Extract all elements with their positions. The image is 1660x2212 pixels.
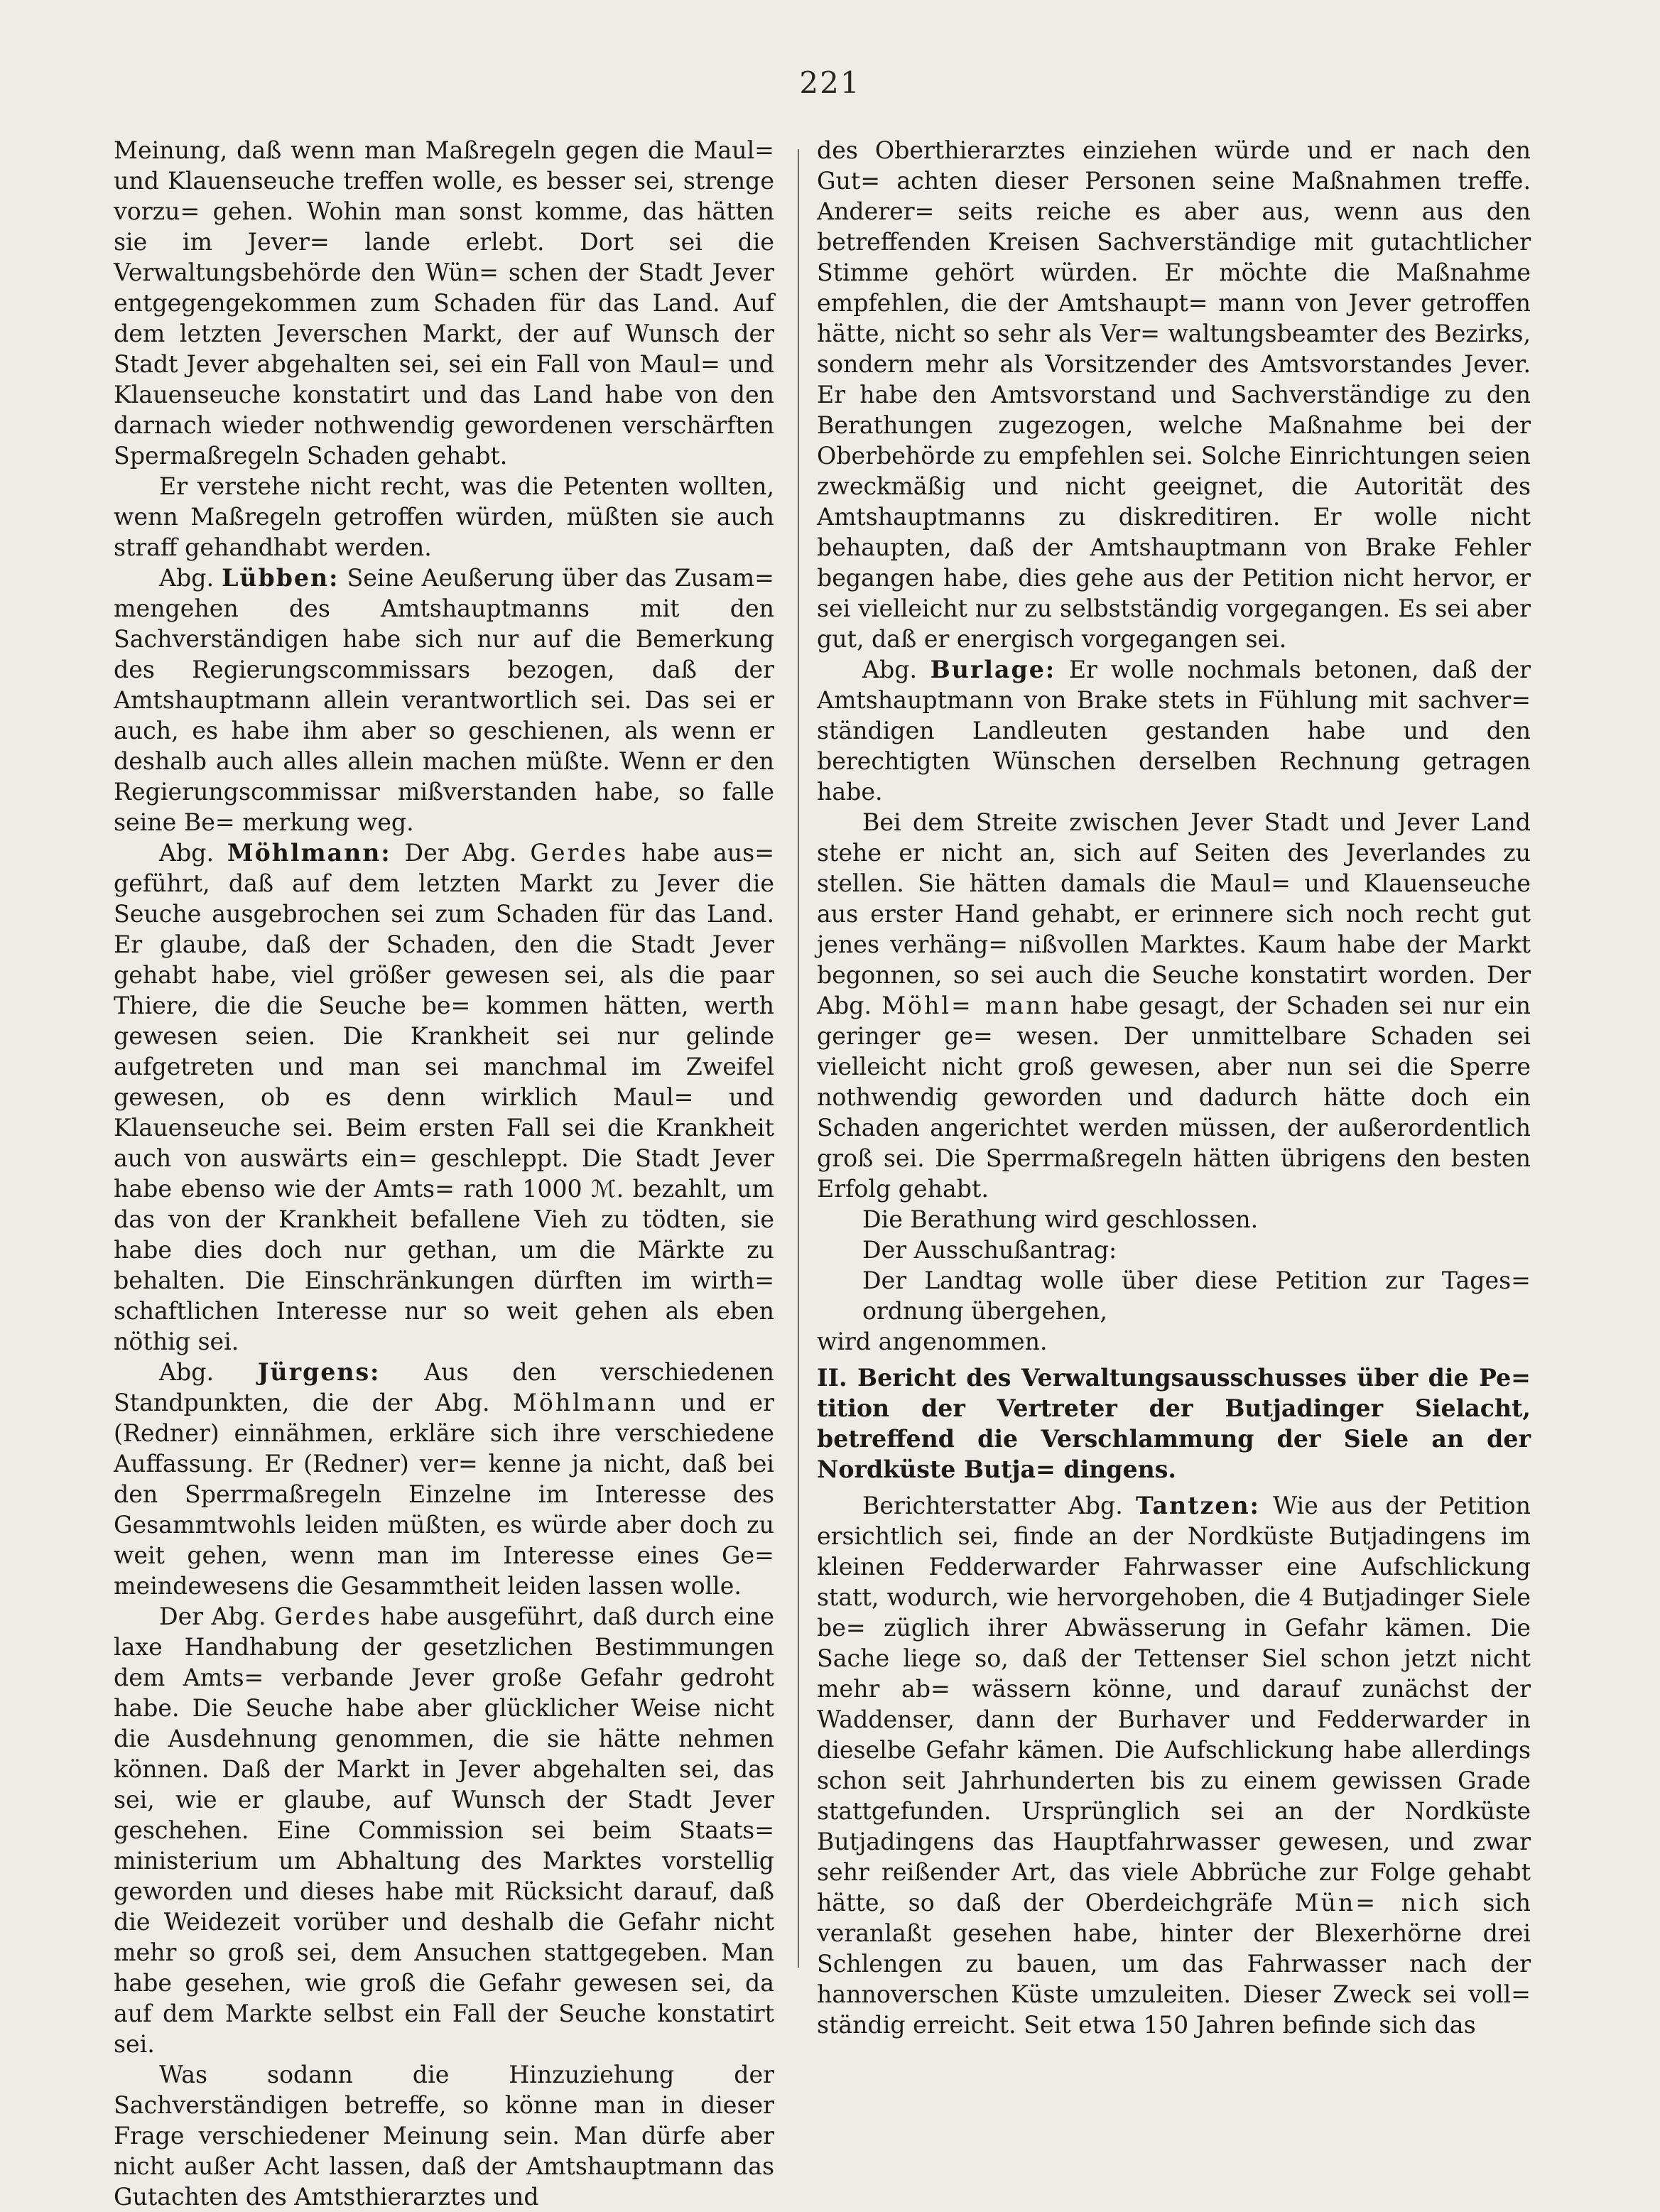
abbr-label: Berichterstatter Abg. xyxy=(862,1492,1123,1519)
speaker-name: Jürgens: xyxy=(257,1358,381,1386)
speaker-name: Möhlmann: xyxy=(227,839,391,867)
speech-text: Er wolle nochmals betonen, daß der Amtshauptmann von Brake stets in Fühlung mit sachver= ständigen Landleuten gestanden habe und den berechtigten Wünschen derselben Rechnung getragen habe. xyxy=(817,656,1531,806)
speech-text: habe gesagt, der Schaden sei nur ein geringer ge= wesen. Der unmittelbare Schaden sei vielleicht nicht groß gewesen, aber nun sei die Sperre nothwendig geworden und dadurch hätte doch ein Schaden angerichtet werden müssen, der außerordentlich groß sei. Die Sperrmaßregeln hätten übrigens den besten Erfolg gehabt. xyxy=(817,992,1531,1203)
paragraph: des Oberthierarztes einziehen würde und er nach den Gut= achten dieser Personen seine Maßnahmen treffe. Anderer= seits reiche es aber aus, wenn aus den betreffenden Kreisen Sachverständige mit gutachtlicher Stimme gehört würden. Er möchte die Maßnahme empfehlen, die der Amtshaupt= mann von Jever getroffen hätte, nicht so sehr als Ver= waltungsbeamter des Bezirks, sondern mehr als Vorsitzender des Amtsvorstandes Jever. Er habe den Amtsvorstand und Sachverständige zu den Berathungen zugezogen, welche Maßnahme bei der Oberbehörde zu empfehlen sei. Solche Einrichtungen seien zweckmäßig und nicht geeignet, die Autorität des Amtshauptmanns zu diskreditiren. Er wolle nicht behaupten, daß der Amtshauptmann von Brake Fehler begangen habe, dies gehe aus der Petition nicht hervor, er sei vielleicht nur zu selbstständig vorgegangen. Es sei aber gut, daß er energisch vorgegangen sei. xyxy=(817,136,1531,653)
paragraph xyxy=(114,837,774,1357)
paragraph: Der Ausschußantrag: xyxy=(862,1236,1117,1264)
referenced-name: Mün= nich xyxy=(1294,1889,1461,1916)
left-column xyxy=(114,135,774,2212)
speech-text: Seine Aeußerung über das Zusam= mengehen des Amtshauptmanns mit den Sachverständigen habe sich nur auf die Bemerkung des Regierungscommissars bezogen, daß der Amtshauptmann allein verantwortlich sei. Das sei er auch, es habe ihm aber so geschienen, als wenn er deshalb auch alles allein machen müßte. Wenn er den Regierungscommissar mißverstanden habe, so falle seine Be= merkung weg. xyxy=(114,564,774,836)
page-number: 221 xyxy=(799,65,861,100)
speech-text: sich veranlaßt gesehen habe, hinter der Blexerhörne drei Schlengen zu bauen, um das Fahrwasser nach der hannoverschen Küste umzuleiten. Dieser Zweck sei voll= ständig erreicht. Seit etwa 150 Jahren befinde sich das xyxy=(817,1889,1531,2039)
referenced-name: Gerdes xyxy=(530,839,629,867)
speech-text: Der Abg. xyxy=(159,1603,266,1630)
spacer xyxy=(817,1357,1531,1362)
paragraph: Meinung, daß wenn man Maßregeln gegen die Maul= und Klauenseuche treffen wolle, es besser sei, strenge vorzu= gehen. Wohin man sonst komme, das hätten sie im Jever= lande erlebt. Dort sei die Verwaltungsbehörde den Wün= schen der Stadt Jever entgegengekommen zum Schaden für das Land. Auf dem letzten Jeverschen Markt, der auf Wunsch der Stadt Jever abgehalten sei, sei ein Fall von Maul= und Klauenseuche konstatirt und das Land habe von den darnach wieder nothwendig gewordenen verschärften Spermaßregeln Schaden gehabt. xyxy=(114,136,774,470)
speech-text: Aus den verschiedenen Standpunkten, die der Abg. xyxy=(114,1358,774,1416)
speech-text: Bei dem Streite zwischen Jever Stadt und Jever Land stehe er nicht an, sich auf Seiten des Jeverlandes zu stellen. Sie hätten damals die Maul= und Klauenseuche aus erster Hand gehabt, er erinnere sich noch recht gut jenes verhäng= nißvollen Marktes. Kaum habe der Markt begonnen, so sei auch die Seuche konstatirt worden. Der Abg. xyxy=(817,808,1531,1019)
section-heading xyxy=(817,1362,1531,1485)
proposal-text: Der Landtag wolle über diese Petition zur Tages= ordnung übergehen, xyxy=(862,1267,1531,1325)
speaker-name: Burlage: xyxy=(930,656,1056,683)
abbr-label: Abg. xyxy=(862,656,918,683)
paragraph: Die Berathung wird geschlossen. xyxy=(862,1205,1259,1233)
section-number: II. xyxy=(817,1364,847,1392)
right-column xyxy=(817,135,1531,2040)
speaker-name: Tantzen: xyxy=(1136,1492,1260,1519)
paragraph xyxy=(817,654,1531,807)
paragraph: Er verstehe nicht recht, was die Petenten wollten, wenn Maßregeln getroffen würden, müßten sie auch straff gehandhabt werden. xyxy=(114,472,774,561)
speech-text: Der Abg. xyxy=(404,839,517,867)
spacer xyxy=(817,1485,1531,1490)
paragraph: Was sodann die Hinzuziehung der Sachverständigen betreffe, so könne man in dieser Frage verschiedener Meinung sein. Man dürfe aber nicht außer Acht lassen, daß der Amtshauptmann das Gutachten des Amtsthierarztes und xyxy=(114,2061,774,2211)
paragraph xyxy=(114,563,774,837)
referenced-name: Möhl= mann xyxy=(881,992,1060,1019)
paragraph xyxy=(114,1601,774,2059)
paragraph: wird angenommen. xyxy=(817,1328,1048,1355)
speech-text: habe aus= geführt, daß auf dem letzten Markt zu Jever die Seuche ausgebrochen sei zum Schaden für das Land. Er glaube, daß der Schaden, den die Stadt Jever gehabt habe, viel größer gewesen sei, als die paar Thiere, die die Seuche be= kommen hätten, werth gewesen seien. Die Krankheit sei nur gelinde aufgetreten und man sei manchmal im Zweifel gewesen, ob es denn wirklich Maul= und Klauenseuche sei. Beim ersten Fall sei die Krankheit auch von auswärts ein= geschleppt. Die Stadt Jever habe ebenso wie der Amts= rath 1000 ℳ. bezahlt, um das von der Krankheit befallene Vieh zu tödten, sie habe dies doch nur gethan, um die Märkte zu behalten. Die Einschränkungen dürften im wirth= schaftlichen Interesse nur so weit gehen als eben nöthig sei. xyxy=(114,839,774,1355)
speaker-name: Lübben: xyxy=(222,564,340,592)
paragraph xyxy=(817,807,1531,1204)
column-divider xyxy=(798,149,799,1968)
paragraph xyxy=(114,1357,774,1601)
section-title: Bericht des Verwaltungsausschusses über die Pe= tition der Vertreter der Butjadinger Sielacht, betreffend die Verschlammung der Siele an der Nordküste Butja= dingens. xyxy=(817,1364,1531,1483)
paragraph xyxy=(817,1490,1531,2040)
abbr-label: Abg. xyxy=(159,564,215,592)
abbr-label: Abg. xyxy=(159,1358,215,1386)
abbr-label: Abg. xyxy=(159,839,215,867)
referenced-name: Möhlmann xyxy=(512,1389,658,1416)
speech-text: habe ausgeführt, daß durch eine laxe Handhabung der gesetzlichen Bestimmungen dem Amts= verbande Jever große Gefahr gedroht habe. Die Seuche habe aber glücklicher Weise nicht die Ausdehnung genommen, die sie hätte nehmen können. Daß der Markt in Jever abgehalten sei, das sei, wie er glaube, auf Wunsch der Stadt Jever geschehen. Eine Commission sei beim Staats= ministerium um Abhaltung des Marktes vorstellig geworden und dieses habe mit Rücksicht darauf, daß die Weidezeit vorüber und deshalb die Gefahr nicht mehr so groß sei, dem Ansuchen stattgegeben. Man habe gesehen, wie groß die Gefahr gewesen sei, da auf dem Markte selbst ein Fall der Seuche konstatirt sei. xyxy=(114,1603,774,2058)
speech-text: Wie aus der Petition ersichtlich sei, finde an der Nordküste Butjadingens im kleinen Fedderwarder Fahrwasser eine Aufschlickung statt, wodurch, wie hervorgehoben, die 4 Butjadinger Siele be= züglich ihrer Abwässerung in Gefahr kämen. Die Sache liege so, daß der Tettenser Siel schon jetzt nicht mehr ab= wässern könne, und darauf zunächst der Waddenser, dann der Burhaver und Fedderwarder in dieselbe Gefahr kämen. Die Aufschlickung habe allerdings schon seit Jahrhunderten bis zu einem gewissen Grade stattgefunden. Ursprünglich sei an der Nordküste Butjadingens das Hauptfahrwasser gewesen, und zwar sehr reißender Art, das viele Abbrüche zur Folge gehabt hätte, so daß der Oberdeichgräfe xyxy=(817,1492,1531,1916)
speech-text: und er (Redner) einnähmen, erkläre sich ihre verschiedene Auffassung. Er (Redner) ver= kenne ja nicht, daß bei den Sperrmaßregeln Einzelne im Interesse des Gesammtwohls leiden müßten, es würde aber doch zu weit gehen, wenn man im Interesse eines Ge= meindewesens die Gesammtheit leiden lassen wolle. xyxy=(114,1389,774,1600)
referenced-name: Gerdes xyxy=(274,1603,372,1630)
